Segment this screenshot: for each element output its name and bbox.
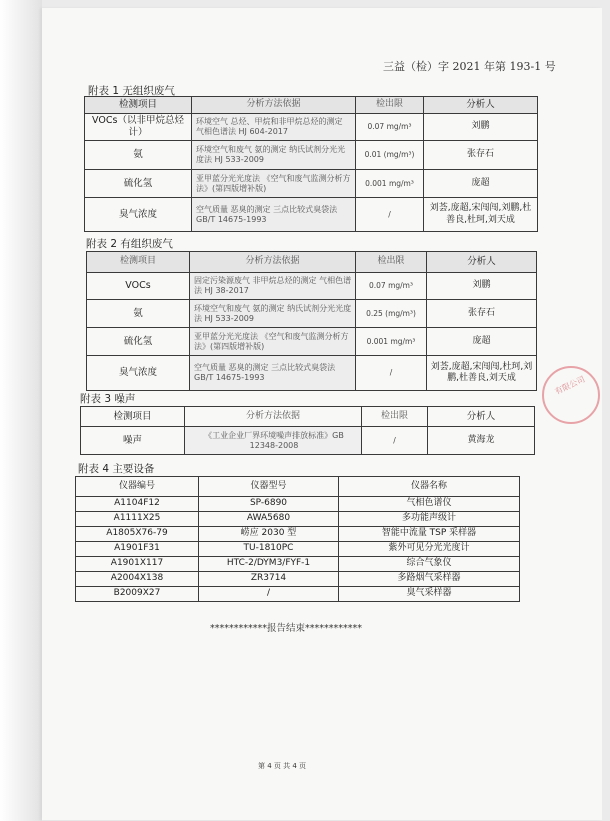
equipment-name: 臭气采样器	[339, 587, 520, 602]
table-row	[76, 557, 520, 572]
table-header-row	[87, 252, 537, 273]
row-limit: 0.01 (mg/m³)	[356, 141, 424, 170]
equipment-model: ZR3714	[199, 572, 339, 587]
table2-title: 附表 2 有组织废气	[86, 238, 173, 250]
table4-equipment	[75, 476, 520, 602]
table3-noise	[80, 406, 535, 455]
table-header-row	[85, 97, 538, 114]
table-row	[76, 572, 520, 587]
equipment-name: 综合气象仪	[339, 557, 520, 572]
row-item: VOCs	[87, 273, 190, 300]
table4-title: 附表 4 主要设备	[78, 463, 155, 475]
col-header-limit: 检出限	[362, 407, 428, 427]
equipment-model: AWA5680	[199, 512, 339, 527]
table-row	[76, 497, 520, 512]
col-header-item: 检测项目	[81, 407, 185, 427]
row-method: 环境空气 总烃、甲烷和非甲烷总烃的测定 气相色谱法 HJ 604-2017	[192, 114, 356, 141]
row-analyst: 张存石	[424, 141, 538, 170]
row-method: 环境空气和废气 氨的测定 纳氏试剂分光光度法 HJ 533-2009	[190, 300, 356, 328]
equipment-name: 多功能声级计	[339, 512, 520, 527]
col-header-method: 分析方法依据	[192, 97, 356, 114]
equipment-id: A1901X117	[76, 557, 199, 572]
col-header-item: 检测项目	[87, 252, 190, 273]
table-row	[87, 273, 537, 300]
page-shadow	[0, 0, 42, 821]
col-header-method: 分析方法依据	[185, 407, 362, 427]
row-item: 臭气浓度	[85, 198, 192, 232]
row-method: 固定污染源废气 非甲烷总烃的测定 气相色谱法 HJ 38-2017	[190, 273, 356, 300]
equipment-model: HTC-2/DYM3/FYF-1	[199, 557, 339, 572]
row-analyst: 刘荟,庞超,宋闯闯,杜珂,刘鹏,杜善良,刘天成	[427, 356, 537, 391]
equipment-id: A1104F12	[76, 497, 199, 512]
equipment-id: A1111X25	[76, 512, 199, 527]
row-limit: /	[356, 356, 427, 391]
row-analyst: 张存石	[427, 300, 537, 328]
table-row	[87, 300, 537, 328]
table-header-row	[81, 407, 535, 427]
row-analyst: 庞超	[427, 328, 537, 356]
equipment-name: 智能中流量 TSP 采样器	[339, 527, 520, 542]
table-row	[85, 198, 538, 232]
equipment-id: A1805X76-79	[76, 527, 199, 542]
table-row	[76, 512, 520, 527]
company-seal	[542, 366, 600, 424]
equipment-id: B2009X27	[76, 587, 199, 602]
table2-organized-gas	[86, 251, 537, 391]
row-limit: 0.07 mg/m³	[356, 273, 427, 300]
col-header-limit: 检出限	[356, 97, 424, 114]
table-row	[81, 427, 535, 455]
equipment-model: TU-1810PC	[199, 542, 339, 557]
row-method: 空气质量 恶臭的测定 三点比较式臭袋法 GB/T 14675-1993	[192, 198, 356, 232]
table1-unorganized-gas	[84, 96, 538, 232]
table1-title: 附表 1 无组织废气	[88, 85, 175, 97]
col-header-limit: 检出限	[356, 252, 427, 273]
equipment-name: 气相色谱仪	[339, 497, 520, 512]
row-analyst: 黄海龙	[428, 427, 535, 455]
row-item: 臭气浓度	[87, 356, 190, 391]
col-header-analyst: 分析人	[427, 252, 537, 273]
row-limit: 0.001 mg/m³	[356, 328, 427, 356]
table-row	[85, 114, 538, 141]
row-analyst: 刘荟,庞超,宋闯闯,刘鹏,杜善良,杜珂,刘天成	[424, 198, 538, 232]
row-limit: /	[362, 427, 428, 455]
col-header-item: 检测项目	[85, 97, 192, 114]
row-item: 噪声	[81, 427, 185, 455]
col-header-id: 仪器编号	[76, 477, 199, 497]
table-header-row	[76, 477, 520, 497]
equipment-id: A1901F31	[76, 542, 199, 557]
equipment-model: /	[199, 587, 339, 602]
row-item: 氨	[85, 141, 192, 170]
report-end-marker: ************报告结束************	[210, 623, 363, 634]
equipment-name: 紫外可见分光光度计	[339, 542, 520, 557]
row-limit: 0.07 mg/m³	[356, 114, 424, 141]
row-item: 硫化氢	[87, 328, 190, 356]
equipment-id: A2004X138	[76, 572, 199, 587]
page-number: 第 4 页 共 4 页	[258, 762, 307, 770]
col-header-method: 分析方法依据	[190, 252, 356, 273]
col-header-analyst: 分析人	[424, 97, 538, 114]
row-limit: 0.25 (mg/m³)	[356, 300, 427, 328]
table-row	[76, 587, 520, 602]
row-method: 亚甲蓝分光光度法 《空气和废气监测分析方法》(第四版增补版)	[192, 170, 356, 198]
col-header-name: 仪器名称	[339, 477, 520, 497]
table-row	[87, 328, 537, 356]
equipment-model: 崂应 2030 型	[199, 527, 339, 542]
row-analyst: 刘鹏	[424, 114, 538, 141]
table-row	[76, 542, 520, 557]
row-method: 《工业企业厂界环境噪声排放标准》GB 12348-2008	[185, 427, 362, 455]
table-row	[76, 527, 520, 542]
equipment-model: SP-6890	[199, 497, 339, 512]
row-limit: 0.001 mg/m³	[356, 170, 424, 198]
row-item: 硫化氢	[85, 170, 192, 198]
table-row	[85, 141, 538, 170]
table-row	[85, 170, 538, 198]
col-header-analyst: 分析人	[428, 407, 535, 427]
table-row	[87, 356, 537, 391]
row-method: 环境空气和废气 氨的测定 纳氏试剂分光光度法 HJ 533-2009	[192, 141, 356, 170]
row-analyst: 刘鹏	[427, 273, 537, 300]
row-analyst: 庞超	[424, 170, 538, 198]
col-header-model: 仪器型号	[199, 477, 339, 497]
row-item: 氨	[87, 300, 190, 328]
row-limit: /	[356, 198, 424, 232]
report-number: 三益（检）字 2021 年第 193-1 号	[383, 60, 556, 73]
row-item: VOCs（以非甲烷总烃计）	[85, 114, 192, 141]
table3-title: 附表 3 噪声	[80, 393, 136, 405]
row-method: 亚甲蓝分光光度法 《空气和废气监测分析方法》(第四版增补版)	[190, 328, 356, 356]
equipment-name: 多路烟气采样器	[339, 572, 520, 587]
row-method: 空气质量 恶臭的测定 三点比较式臭袋法 GB/T 14675-1993	[190, 356, 356, 391]
seal-text: 有限公司	[553, 374, 587, 397]
